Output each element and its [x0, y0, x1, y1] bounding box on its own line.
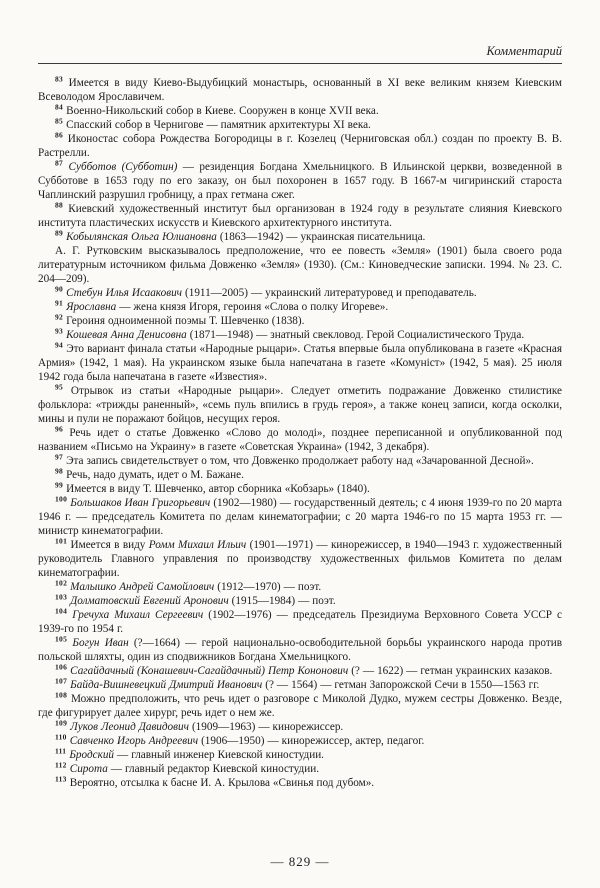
footnote-number: 106	[55, 662, 68, 672]
note-text: (1906—1950) — кинорежиссер, актер, педагог.	[198, 735, 425, 747]
footnote-item	[38, 762, 562, 776]
note-text: (1863—1942) — украинская писательница.	[216, 231, 426, 243]
footnote-number: 86	[55, 130, 64, 140]
footnote-item	[38, 328, 562, 342]
footnote-item	[38, 230, 562, 244]
note-text: Речь, надо думать, идет о М. Бажане.	[66, 469, 244, 481]
footnote-item	[38, 748, 562, 762]
header-rule	[38, 63, 562, 64]
note-text: Отрывок из статьи «Народные рыцари». Следует отметить подражание Довженко стилистике фольклора: «трижды раненный», «семь пуль впились в грудь героя», а также конец записи, когда осколки, мины и пули не поражают бойцов, несущих героя.	[38, 385, 562, 425]
note-text: (?—1664) — герой национально-освободительной борьбы украинского народа против польской шляхты, один из сподвижников Богдана Хмельницкого.	[38, 637, 562, 663]
note-text: — главный редактор Киевской киностудии.	[107, 763, 319, 775]
note-text: (? — 1622) — гетман украинских казаков.	[348, 665, 553, 677]
footnote-number: 92	[55, 312, 64, 322]
person-name: Байда-Вишневецкий Дмитрий Иванович	[70, 679, 263, 691]
footnote-number: 100	[55, 494, 68, 504]
footnote-number: 98	[55, 466, 64, 476]
footnote-item	[38, 664, 562, 678]
note-text: (1902—1976) — председатель Президиума Верховного Совета УССР с 1939-го по 1954 г.	[38, 609, 562, 635]
footnote-number: 89	[55, 228, 64, 238]
footnote-item	[38, 132, 562, 160]
note-text: Имеется в виду	[70, 539, 149, 551]
footnote-item	[38, 202, 562, 230]
footnote-item	[38, 580, 562, 594]
notes-list	[38, 76, 562, 845]
note-text: Вероятно, отсылка к басне И. А. Крылова «Свинья под дубом».	[69, 777, 375, 789]
note-text: Речь идет о статье Довженко «Слово до молоді», позднее переписанной и опубликованной под названием «Письмо на Украину» в газете «Советская Украина» (1942, 3 декабря).	[38, 427, 562, 453]
person-name: Субботов (Субботин)	[68, 161, 178, 173]
footnote-number: 108	[55, 690, 68, 700]
footnote-item	[38, 678, 562, 692]
person-name: Луков Леонид Давидович	[70, 721, 189, 733]
note-text: Имеется в виду Киево-Выдубицкий монастырь, основанный в XI веке великим князем Киевским Всеволодом Ярославичем.	[38, 77, 562, 103]
footnote-item	[38, 384, 562, 426]
footnote-item	[38, 594, 562, 608]
note-text: Киевский художественный институт был организован в 1924 году в результате слияния Киевского института пластических искусств и Киевского архитектурного института.	[38, 203, 563, 229]
note-text: — жена князя Игоря, героиня «Слова о полку Игореве».	[116, 301, 389, 313]
footnote-item	[38, 692, 562, 720]
footnote-number: 112	[55, 760, 67, 770]
person-name: Богун Иван	[72, 637, 129, 649]
note-text: (1871—1948) — знатный свекловод. Герой Социалистического Труда.	[186, 329, 525, 341]
note-text: — резиденция Богдана Хмельницкого. В Ильинской церкви, возведенной в Субботове в 1653 году по его заказу, он был похоронен в 1657 году. В 1667-м чигиринский староста Чаплинский разрушил гробницу, а прах гетмана сжег.	[38, 161, 562, 201]
note-text: Военно-Никольский собор в Киеве. Сооружен в конце XVII века.	[66, 105, 379, 117]
footnote-number: 103	[55, 592, 68, 602]
footnote-number: 113	[55, 774, 67, 784]
footnote-number: 84	[55, 102, 64, 112]
note-text: (1912—1970) — поэт.	[214, 581, 322, 593]
person-name: Гречуха Михаил Сергеевич	[72, 609, 204, 621]
footnote-item	[38, 160, 562, 202]
person-name: Савченко Игорь Андреевич	[69, 735, 199, 747]
footnote-number: 111	[55, 746, 67, 756]
footnote-number: 93	[55, 326, 64, 336]
note-text: (1915—1984) — поэт.	[228, 595, 336, 607]
footnote-item	[38, 454, 562, 468]
note-text: Героиня одноименной поэмы Т. Шевченко (1838).	[66, 315, 305, 327]
footnote-number: 94	[55, 340, 64, 350]
running-title: Комментарий	[486, 44, 562, 58]
footnote-number: 85	[55, 116, 64, 126]
footnote-number: 87	[55, 158, 64, 168]
person-name: Кобылянская Ольга Юлиановна	[66, 231, 217, 243]
person-name: Стебун Илья Исаакович	[66, 287, 182, 299]
footnote-number: 90	[55, 284, 64, 294]
footnote-number: 101	[55, 536, 68, 546]
footnote-number: 91	[55, 298, 64, 308]
footnote-item	[38, 482, 562, 496]
footnote-item	[38, 734, 562, 748]
note-text: (1909—1963) — кинорежиссер.	[188, 721, 344, 733]
body-paragraph	[38, 244, 562, 286]
running-head	[38, 44, 562, 61]
footnote-item	[38, 720, 562, 734]
footnote-item	[38, 538, 562, 580]
footnote-item	[38, 496, 562, 538]
footnote-item	[38, 286, 562, 300]
note-text: Эта запись свидетельствует о том, что Довженко продолжает работу над «Зачарованной Десной».	[66, 455, 534, 467]
note-text: Можно предположить, что речь идет о разговоре с Миколой Дудко, мужем сестры Довженко. Везде, где фигурирует далее хирург, речь идет о нем же.	[38, 693, 563, 719]
note-text: (1901—1971) — кинорежиссер, в 1940—1943 г. художественный руководитель Главного управления по производству художественных фильмов Комитета по делам кинематографии.	[38, 539, 562, 579]
footnote-number: 99	[55, 480, 64, 490]
person-name: Кошевая Анна Денисовна	[66, 329, 187, 341]
note-text: (1911—2005) — украинский литературовед и преподаватель.	[182, 287, 477, 299]
note-text: А. Г. Рутковским высказывалось предположение, что ее повесть «Земля» (1901) была своего рода литературным источником фильма Довженко «Земля» (1930). (См.: Киноведческие записки. 1994. № 23. С. 204—209).	[38, 245, 562, 285]
note-text: — главный инженер Киевской киностудии.	[114, 749, 324, 761]
person-name: Сагайдачный (Конашевич-Сагайдачный) Петр Кононович	[70, 665, 349, 677]
person-name: Долматовский Евгений Аронович	[70, 595, 229, 607]
note-text: Имеется в виду Т. Шевченко, автор сборника «Кобзарь» (1840).	[66, 483, 370, 495]
footnote-item	[38, 118, 562, 132]
footnote-item	[38, 468, 562, 482]
footnote-number: 88	[55, 200, 64, 210]
footnote-item	[38, 76, 562, 104]
footnote-number: 110	[55, 732, 67, 742]
footnote-number: 102	[55, 578, 68, 588]
footnote-item	[38, 300, 562, 314]
footnote-item	[38, 776, 562, 790]
footnote-number: 95	[55, 382, 64, 392]
note-text: Спасский собор в Чернигове — памятник архитектуры XI века.	[66, 119, 371, 131]
person-name: Малышко Андрей Самойлович	[70, 581, 215, 593]
person-name: Большаков Иван Григорьевич	[70, 497, 211, 509]
footnote-number: 104	[55, 606, 68, 616]
note-text: (1902—1980) — государственный деятель; с 4 июня 1939-го по 20 марта 1946 г. — председатель Комитета по делам кинематографии; с 20 марта 1946-го по 15 марта 1953 гг. — министр кинематографии.	[38, 497, 563, 537]
page-number: — 829 —	[270, 854, 330, 869]
person-name: Сирота	[69, 763, 108, 775]
note-text: Это вариант финала статьи «Народные рыцари». Статья впервые была опубликована в газете «Красная Армия» (1942, 1 мая). На украинском языке была напечатана в газете «Комуніст» (1942, 5 мая). 25 июля 1942 года была напечатана в газете «Известия».	[38, 343, 563, 383]
footnote-item	[38, 636, 562, 664]
footnote-item	[38, 608, 562, 636]
note-text: (? — 1564) — гетман Запорожской Сечи в 1550—1563 гг.	[262, 679, 540, 691]
person-name: Ярославна	[66, 301, 117, 313]
footnote-number: 97	[55, 452, 64, 462]
footnote-item	[38, 314, 562, 328]
footnote-item	[38, 426, 562, 454]
footnote-number: 109	[55, 718, 68, 728]
footnote-item	[38, 342, 562, 384]
footnote-number: 96	[55, 424, 64, 434]
footnote-number: 105	[55, 634, 68, 644]
footnote-item	[38, 104, 562, 118]
note-text: Иконостас собора Рождества Богородицы в г. Козелец (Черниговская обл.) создан по проекту В. В. Растрелли.	[38, 133, 562, 159]
page-footer	[38, 845, 562, 870]
person-name: Ромм Михаил Ильич	[148, 539, 247, 551]
footnote-number: 83	[55, 74, 64, 84]
person-name: Бродский	[69, 749, 115, 761]
footnote-number: 107	[55, 676, 68, 686]
